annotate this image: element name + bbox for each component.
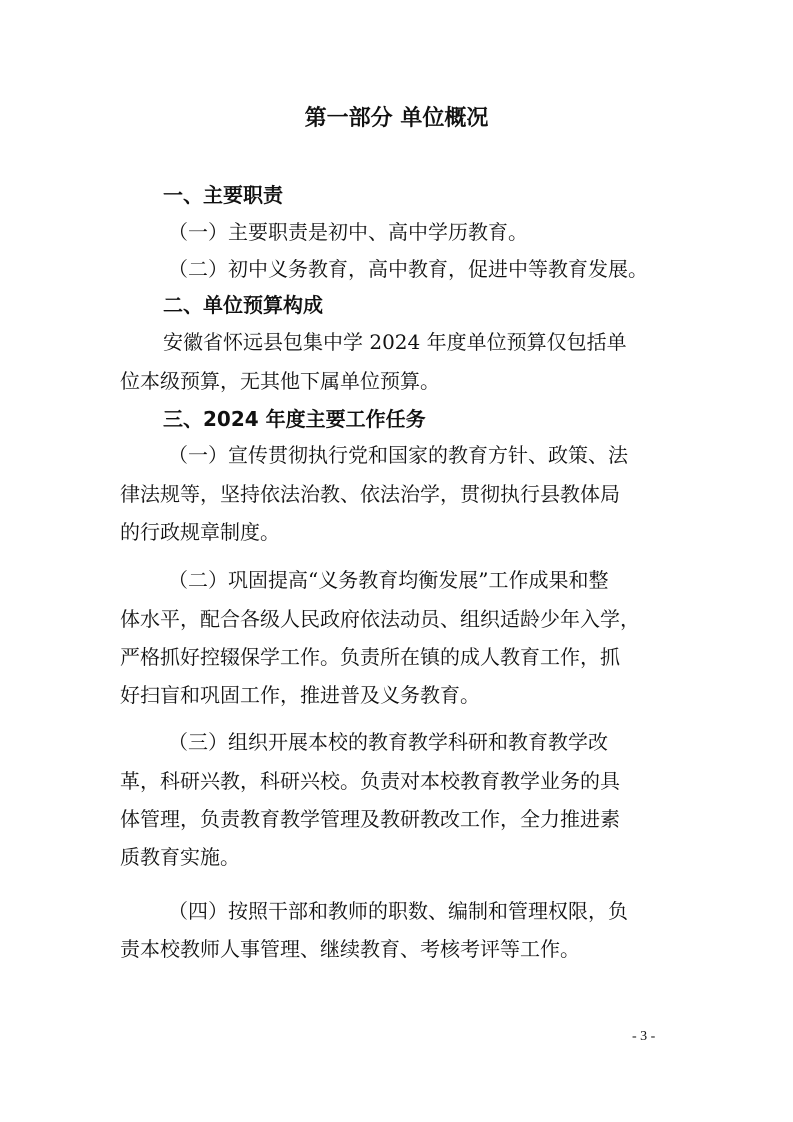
task3-line-4: 质教育实施。 [120,845,240,869]
budget-line-2: 位本级预算，无其他下属单位预算。 [120,369,440,393]
task2-line-3: 严格抓好控辍保学工作。负责所在镇的成人教育工作，抓 [120,645,620,669]
task1-line-1: （一）宣传贯彻执行党和国家的教育方针、政策、法 [168,443,628,467]
task1-line-3: 的行政规章制度。 [120,520,280,544]
duty-item-1: （一）主要职责是初中、高中学历教育。 [168,220,528,244]
page-title: 第一部分 单位概况 [304,106,489,131]
page-number: - 3 - [632,1029,656,1044]
task4-line-1: （四）按照干部和教师的职数、编制和管理权限，负 [168,899,628,923]
task2-line-2: 体水平，配合各级人民政府依法动员、组织适龄少年入学， [120,607,640,631]
task2-line-1: （二）巩固提高“义务教育均衡发展”工作成果和整 [168,568,609,592]
section-heading-budget: 二、单位预算构成 [163,293,323,317]
task2-line-4: 好扫盲和巩固工作，推进普及义务教育。 [120,683,480,707]
task3-line-2: 革，科研兴教，科研兴校。负责对本校教育教学业务的具 [120,769,620,793]
task4-line-2: 责本校教师人事管理、继续教育、考核考评等工作。 [120,937,580,961]
section-heading-tasks: 三、2024 年度主要工作任务 [163,407,426,431]
task1-line-2: 律法规等，坚持依法治教、依法治学，贯彻执行县教体局 [120,482,620,506]
task3-line-3: 体管理，负责教育教学管理及教研教改工作，全力推进素 [120,807,620,831]
task3-line-1: （三）组织开展本校的教育教学科研和教育教学改 [168,730,608,754]
duty-item-2: （二）初中义务教育，高中教育，促进中等教育发展。 [168,257,648,281]
budget-line-1: 安徽省怀远县包集中学 2024 年度单位预算仅包括单 [163,330,627,354]
section-heading-duties: 一、主要职责 [163,183,283,207]
